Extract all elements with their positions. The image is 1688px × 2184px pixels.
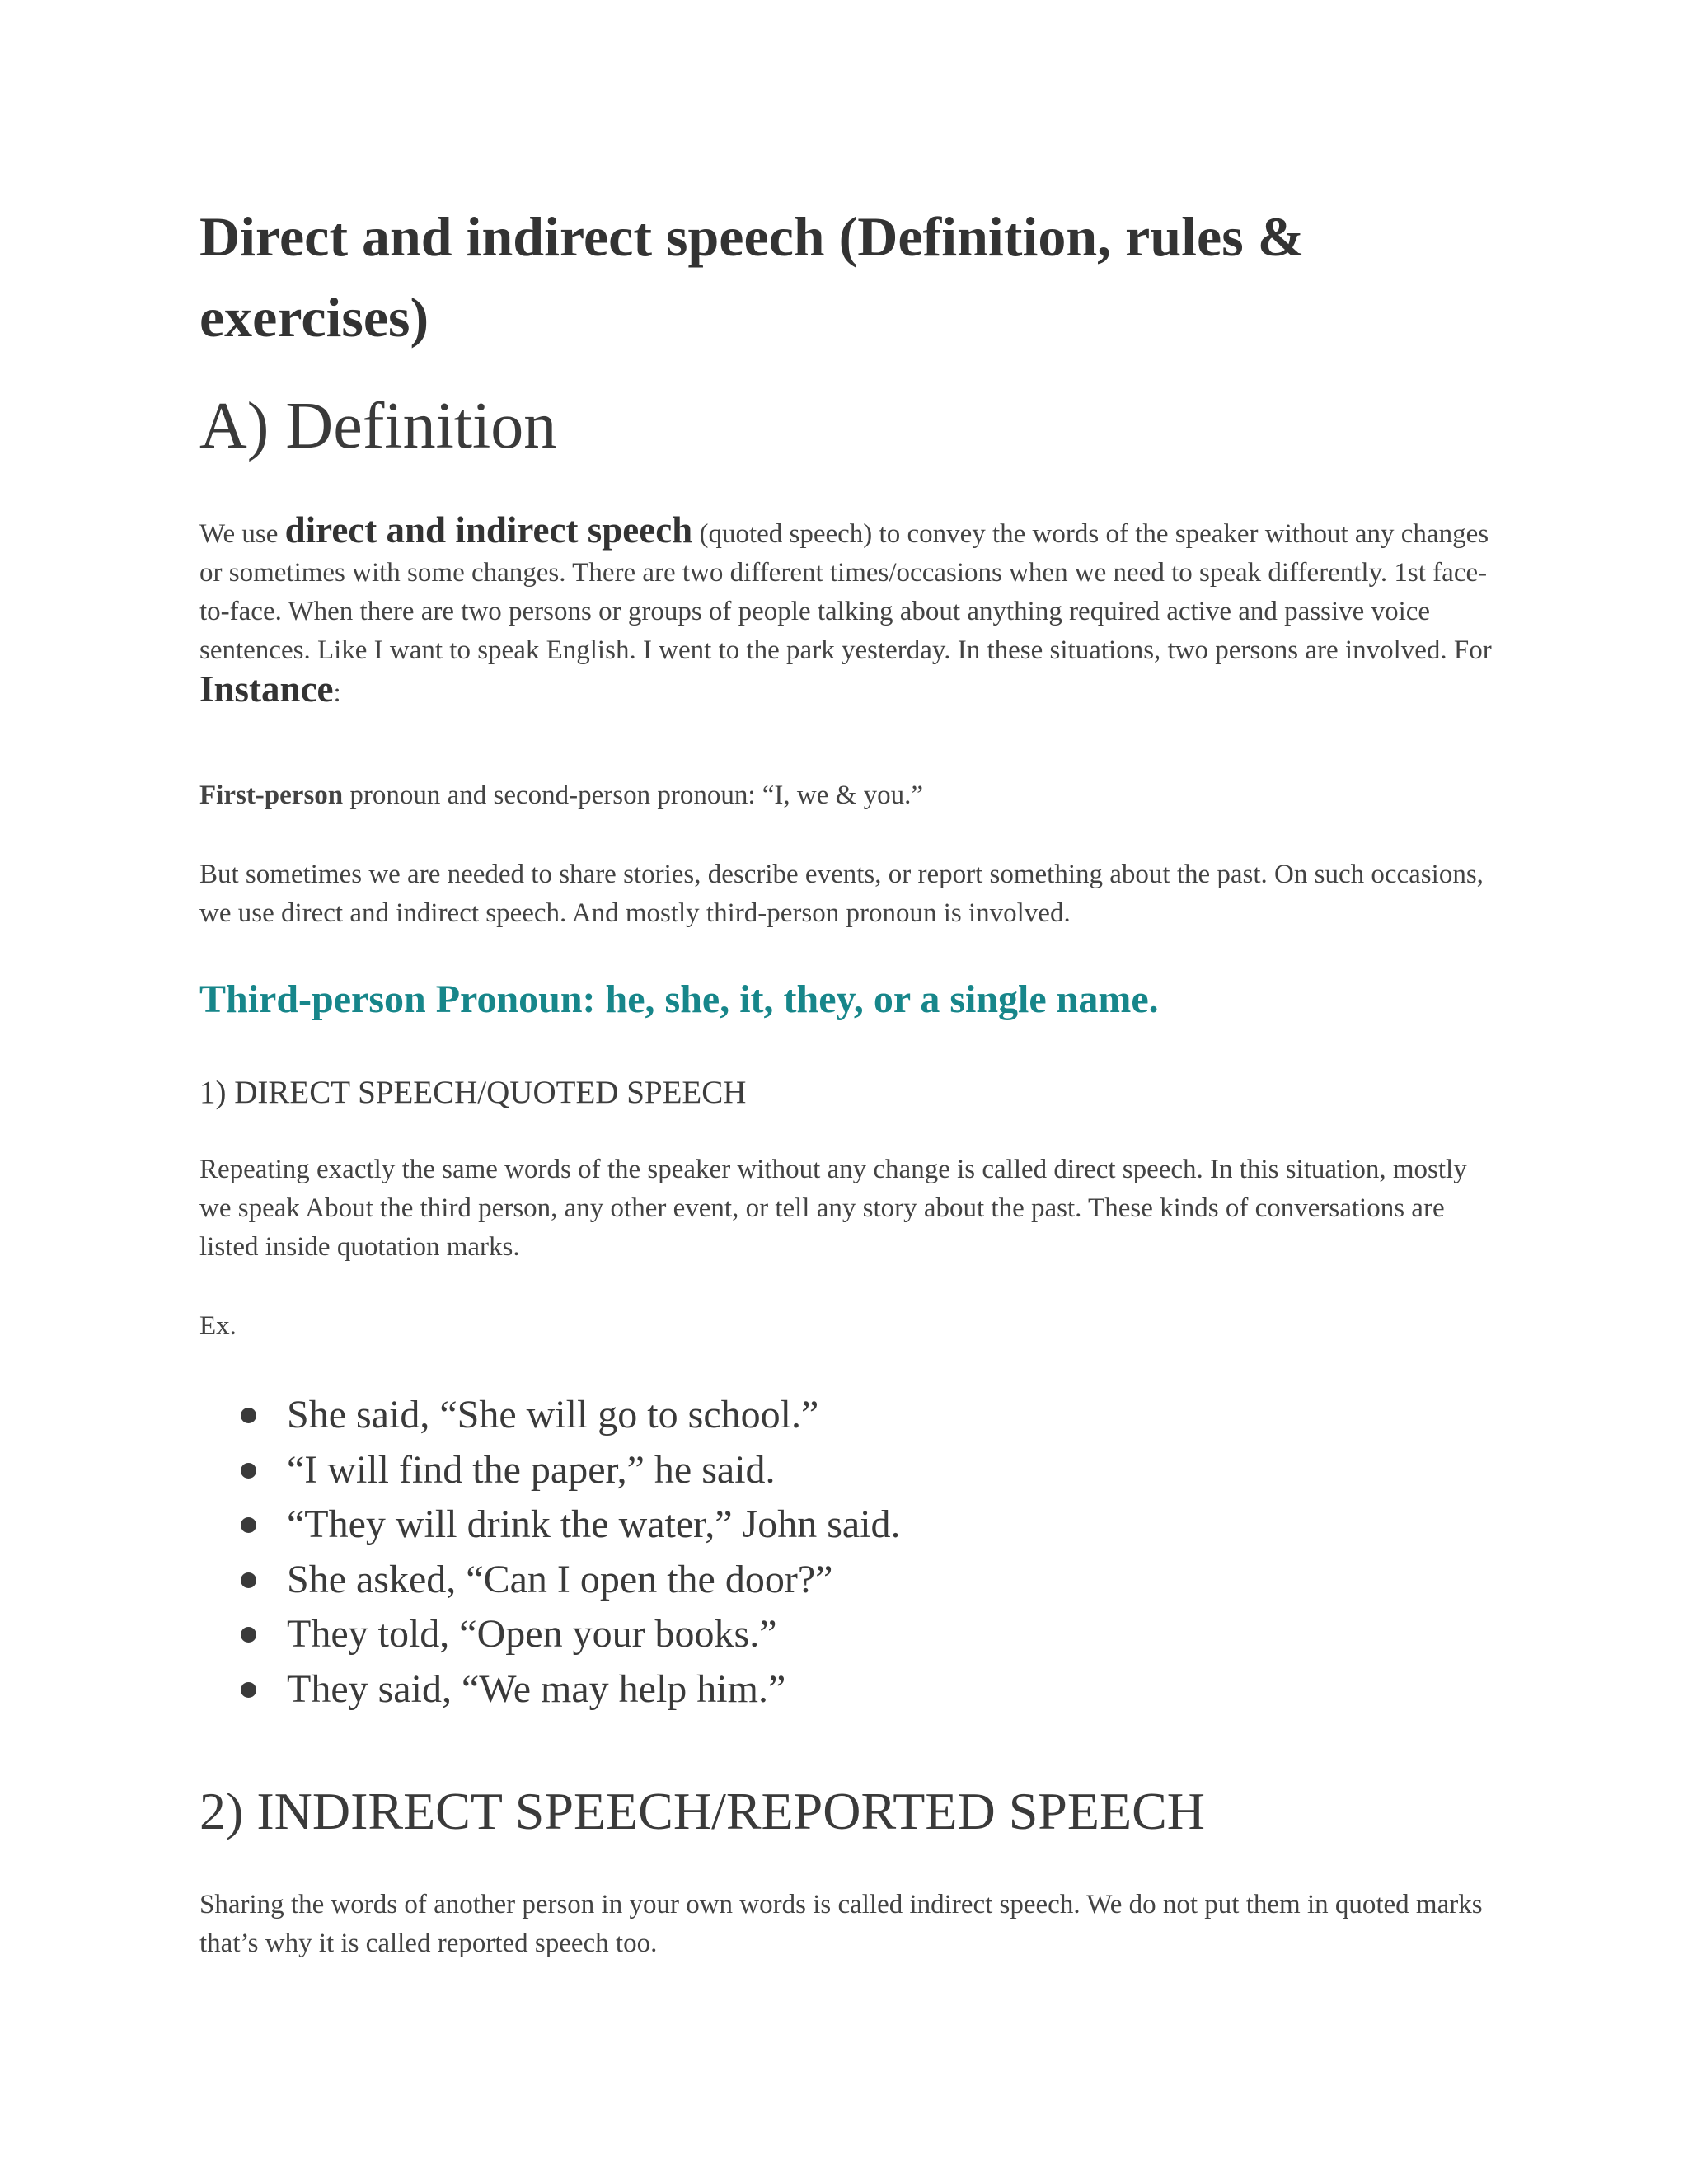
first-person-bold: First-person [199,780,344,810]
bullet-dot-icon [241,1572,256,1588]
third-person-heading: Third-person Pronoun: he, she, it, they, or a single name. [199,977,1159,1021]
but-paragraph: But sometimes we are needed to share stories, describe events, or report something about the past. On such occasions, we use direct and indirect speech. And mostly third-person pronoun is involved. [199,860,1484,928]
bullet-dot-icon [241,1682,256,1698]
definition-bold-phrase: direct and indirect speech [284,509,693,551]
indirect-speech-paragraph: Sharing the words of another person in your own words is called indirect speech. We do not put them in quoted marks that’s why it is called reported speech too. [199,1890,1483,1958]
direct-speech-paragraph: Repeating exactly the same words of the speaker without any change is called direct speech. In this situation, mostly we speak About the third person, any other event, or tell any story about the past. These kinds of conversations are listed inside quotation marks. [199,1155,1467,1262]
first-person-text: pronoun and second-person pronoun: “I, we & you.” [343,780,923,810]
example-text: They told, “Open your books.” [287,1612,777,1656]
definition-lead: We use [199,519,285,549]
definition-body: (quoted speech) to convey the words of the speaker without any changes or sometimes with some changes. There are two different times/occasions when we need to speak differently. 1st face-to-face. When there are two persons or groups of people talking about anything required active and passive voice sentences. Like I want to speak English. I went to the park yesterday. In these situations, two persons are involved. For [199,519,1492,665]
examples-list [287,1388,901,1717]
list-item [35,1443,901,1498]
example-text: She said, “She will go to school.” [287,1393,819,1436]
bullet-dot-icon [241,1463,256,1479]
bullet-dot-icon [241,1627,256,1643]
first-person-paragraph [199,776,1502,815]
bullet-dot-icon [241,1408,256,1423]
section-heading-definition: A) Definition [199,390,557,462]
list-item [35,1388,901,1443]
direct-speech-heading: 1) DIRECT SPEECH/QUOTED SPEECH [199,1075,747,1110]
example-text: She asked, “Can I open the door?” [287,1557,833,1601]
definition-end: : [333,678,341,708]
page-title: Direct and indirect speech (Definition, rules & exercises) [199,205,1305,349]
bullet-dot-icon [241,1517,256,1533]
list-item [35,1497,901,1553]
indirect-speech-heading: 2) INDIRECT SPEECH/REPORTED SPEECH [199,1782,1205,1840]
example-text: They said, “We may help him.” [287,1666,786,1711]
list-item [35,1607,901,1662]
definition-paragraph [199,511,1502,713]
list-item [35,1662,901,1718]
example-text: “They will drink the water,” John said. [287,1502,901,1546]
list-item [35,1553,901,1608]
ex-label: Ex. [199,1311,237,1341]
definition-bold-word: Instance [199,668,334,710]
example-text: “I will find the paper,” he said. [287,1447,776,1492]
